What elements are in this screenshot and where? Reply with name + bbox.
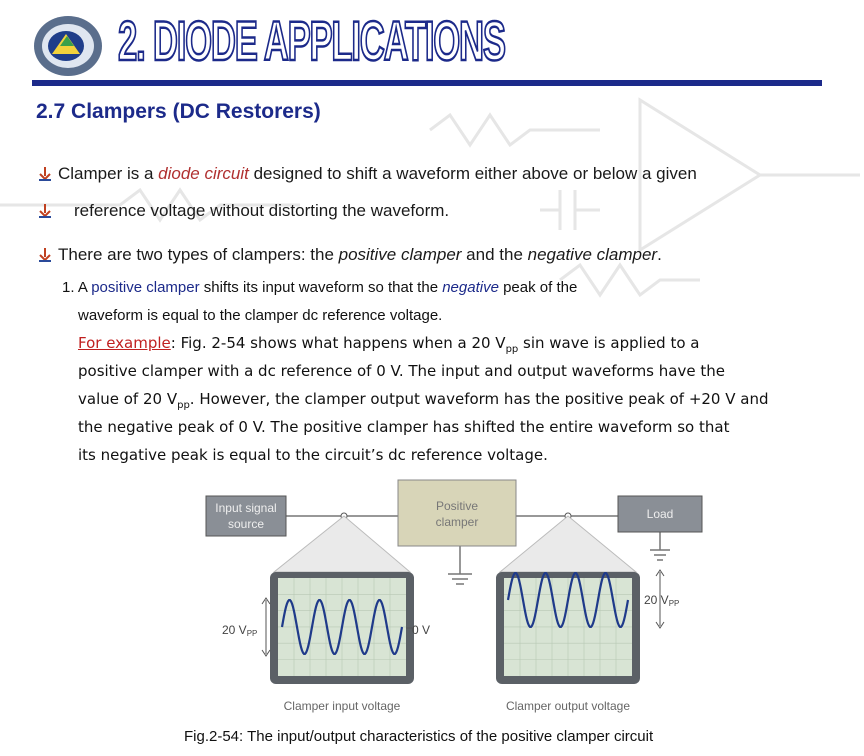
zero-volt-label: 0 V — [412, 623, 431, 637]
bullet-item: Clamper is a diode circuit designed to shift a waveform either above or below a given — [58, 164, 697, 184]
down-arrow-bullet-icon — [38, 167, 52, 181]
title-divider — [32, 80, 822, 86]
down-arrow-bullet-icon — [38, 204, 52, 218]
positive-clamper-box — [398, 480, 516, 546]
university-logo-icon — [30, 10, 110, 80]
paragraph-line: positive clamper with a dc reference of 0 V. The input and output waveforms have the — [78, 362, 725, 380]
paragraph-line: For example: Fig. 2-54 shows what happens when a 20 $V_{pp}$ sin wave is applied to a — [78, 334, 700, 355]
page-title: 2. DIODE APPLICATIONS — [118, 9, 505, 72]
section-heading: 2.7 Clampers (DC Restorers) — [36, 100, 321, 123]
for-example-link[interactable]: For example — [78, 334, 171, 352]
clamper-box-label-2: clamper — [435, 515, 479, 529]
down-arrow-bullet-icon — [38, 248, 52, 262]
input-box-label-1: Input signal — [215, 501, 277, 515]
paragraph-line: the negative peak of 0 V. The positive clamper has shifted the entire waveform so that — [78, 418, 730, 436]
paragraph-line: 1. A positive clamper shifts its input waveform so that the negative peak of the — [62, 279, 578, 296]
paragraph-line: its negative peak is equal to the circuit’s dc reference voltage. — [78, 446, 548, 464]
clamper-box-label-1: Positive — [435, 499, 479, 513]
input-amplitude-arrow — [262, 598, 270, 656]
bullet-item: reference voltage without distorting the waveform. — [74, 201, 449, 221]
ground-icon — [650, 532, 670, 560]
ground-icon — [448, 546, 472, 584]
figure-caption: Fig.2-54: The input/output characteristics of the positive clamper circuit — [184, 728, 654, 745]
output-vpp-label: 20 VPP — [644, 593, 680, 608]
output-voltage-caption: Clamper output voltage — [505, 699, 631, 713]
input-projection — [274, 516, 410, 572]
paragraph-line: waveform is equal to the clamper dc reference voltage. — [78, 307, 443, 324]
bullet-item: There are two types of clampers: the positive clamper and the negative clamper. — [58, 245, 662, 265]
input-vpp-label: 20 VPP — [222, 623, 258, 638]
output-projection — [500, 516, 636, 572]
paragraph-line: value of 20 $V_{pp}$. However, the clamper output waveform has the positive peak of +20 V and — [78, 390, 769, 411]
load-box-label: Load — [646, 507, 674, 521]
input-box-label-2: source — [227, 517, 265, 531]
input-voltage-caption: Clamper input voltage — [283, 699, 401, 713]
clamper-figure — [198, 476, 718, 726]
